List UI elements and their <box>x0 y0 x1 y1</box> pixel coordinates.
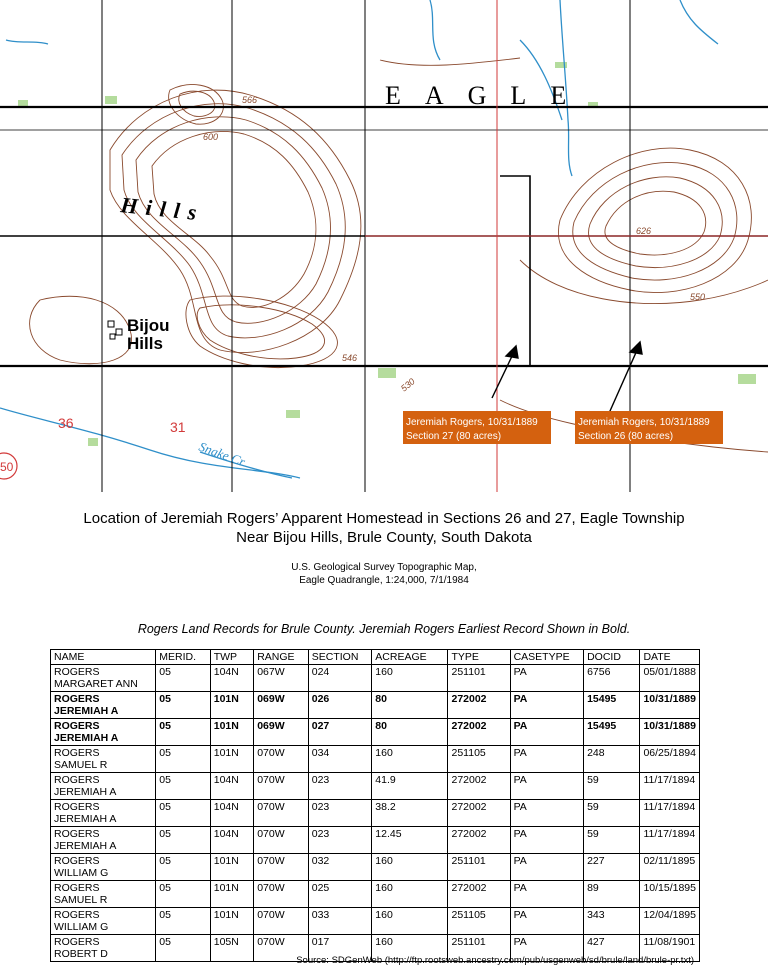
cell-name <box>51 881 156 908</box>
cell-name <box>51 746 156 773</box>
cell-type: 272002 <box>448 881 510 908</box>
cell-name-surname: ROGERS <box>54 693 100 705</box>
cell-name-given: MARGARET ANN <box>54 678 138 690</box>
cell-acreage: 160 <box>372 881 448 908</box>
cell-merid: 05 <box>156 692 211 719</box>
header-date: DATE <box>640 650 700 665</box>
cell-name-surname: ROGERS <box>54 828 100 840</box>
cell-merid: 05 <box>156 773 211 800</box>
land-records-table <box>50 649 700 962</box>
cell-acreage: 38.2 <box>372 800 448 827</box>
cell-section: 032 <box>308 854 372 881</box>
cell-twp: 101N <box>210 746 253 773</box>
cell-name-surname: ROGERS <box>54 936 100 948</box>
source-note: Source: SDGenWeb (http://ftp.rootsweb.ancestry.com/pub/usgenweb/sd/brule/land/brule-pr.txt) <box>296 955 694 966</box>
caption-title-line2: Near Bijou Hills, Brule County, South Dakota <box>236 529 532 546</box>
annotation-section-26 <box>575 411 723 444</box>
cell-acreage: 160 <box>372 854 448 881</box>
contour-label-546: 546 <box>342 353 358 363</box>
cell-date: 10/31/1889 <box>640 719 700 746</box>
cell-range: 070W <box>254 800 309 827</box>
cell-range: 070W <box>254 935 309 962</box>
annotation-section-27-line1: Jeremiah Rogers, 10/31/1889 <box>406 417 538 428</box>
cell-acreage: 160 <box>372 935 448 962</box>
cell-docid: 343 <box>584 908 640 935</box>
cell-merid: 05 <box>156 935 211 962</box>
cell-docid: 59 <box>584 773 640 800</box>
cell-merid: 05 <box>156 827 211 854</box>
cell-section: 027 <box>308 719 372 746</box>
cell-twp: 104N <box>210 827 253 854</box>
contour-label-530: 530 <box>398 376 417 394</box>
cell-name-given: JEREMIAH A <box>54 813 117 825</box>
annotation-section-27 <box>403 411 551 444</box>
cell-name <box>51 827 156 854</box>
table-row <box>51 881 700 908</box>
cell-merid: 05 <box>156 800 211 827</box>
cell-casetype: PA <box>510 719 584 746</box>
cell-casetype: PA <box>510 827 584 854</box>
cell-twp: 104N <box>210 800 253 827</box>
header-acreage: ACREAGE <box>372 650 448 665</box>
caption-subtitle-line2: Eagle Quadrangle, 1:24,000, 7/1/1984 <box>299 575 469 586</box>
header-range: RANGE <box>254 650 309 665</box>
cell-type: 272002 <box>448 827 510 854</box>
cell-name <box>51 692 156 719</box>
table-row <box>51 908 700 935</box>
cell-name-surname: ROGERS <box>54 909 100 921</box>
cell-name-given: JEREMIAH A <box>54 732 119 744</box>
cell-name <box>51 854 156 881</box>
header-type: TYPE <box>448 650 510 665</box>
cell-acreage: 80 <box>372 692 448 719</box>
cell-name-given: WILLIAM G <box>54 867 109 879</box>
cell-range: 070W <box>254 746 309 773</box>
cell-merid: 05 <box>156 881 211 908</box>
cell-section: 034 <box>308 746 372 773</box>
annotation-section-27-line2: Section 27 (80 acres) <box>406 431 502 442</box>
cell-range: 069W <box>254 692 309 719</box>
cell-date: 11/08/1901 <box>640 935 700 962</box>
cell-casetype: PA <box>510 746 584 773</box>
table-row <box>51 827 700 854</box>
cell-section: 024 <box>308 665 372 692</box>
cell-range: 070W <box>254 827 309 854</box>
cell-name-given: SAMUEL R <box>54 759 108 771</box>
cell-casetype: PA <box>510 854 584 881</box>
cell-name-surname: ROGERS <box>54 720 100 732</box>
cell-section: 033 <box>308 908 372 935</box>
cell-type: 251101 <box>448 665 510 692</box>
cell-name-given: JEREMIAH A <box>54 705 119 717</box>
cell-date: 06/25/1894 <box>640 746 700 773</box>
cell-section: 023 <box>308 800 372 827</box>
cell-name-surname: ROGERS <box>54 666 100 678</box>
cell-date: 11/17/1894 <box>640 827 700 854</box>
cell-date: 11/17/1894 <box>640 800 700 827</box>
cell-casetype: PA <box>510 665 584 692</box>
header-docid: DOCID <box>584 650 640 665</box>
cell-merid: 05 <box>156 719 211 746</box>
cell-twp: 101N <box>210 881 253 908</box>
cell-casetype: PA <box>510 692 584 719</box>
cell-range: 070W <box>254 773 309 800</box>
cell-section: 023 <box>308 773 372 800</box>
cell-type: 272002 <box>448 800 510 827</box>
cell-casetype: PA <box>510 908 584 935</box>
contour-label-626: 626 <box>636 226 652 236</box>
cell-range: 070W <box>254 854 309 881</box>
cell-acreage: 80 <box>372 719 448 746</box>
cell-name-given: ROBERT D <box>54 948 108 960</box>
cell-range: 067W <box>254 665 309 692</box>
cell-merid: 05 <box>156 746 211 773</box>
cell-name-given: SAMUEL R <box>54 894 108 906</box>
cell-type: 272002 <box>448 773 510 800</box>
table-row <box>51 692 700 719</box>
table-row <box>51 719 700 746</box>
table-row <box>51 773 700 800</box>
cell-name <box>51 665 156 692</box>
cell-section: 026 <box>308 692 372 719</box>
cell-range: 070W <box>254 881 309 908</box>
cell-date: 11/17/1894 <box>640 773 700 800</box>
header-twp: TWP <box>210 650 253 665</box>
table-row <box>51 854 700 881</box>
cell-casetype: PA <box>510 881 584 908</box>
cell-name-given: WILLIAM G <box>54 921 109 933</box>
cell-acreage: 41.9 <box>372 773 448 800</box>
cell-docid: 427 <box>584 935 640 962</box>
cell-range: 069W <box>254 719 309 746</box>
route-label: 50 <box>0 460 14 474</box>
town-name-line2: Hills <box>127 334 163 353</box>
town-name-line1: Bijou <box>127 316 170 335</box>
contour-label-600: 600 <box>203 132 219 142</box>
cell-date: 05/01/1888 <box>640 665 700 692</box>
cell-name <box>51 773 156 800</box>
cell-casetype: PA <box>510 935 584 962</box>
cell-twp: 101N <box>210 908 253 935</box>
township-label: EAGLE <box>385 81 591 110</box>
cell-docid: 6756 <box>584 665 640 692</box>
cell-twp: 101N <box>210 719 253 746</box>
cell-type: 251105 <box>448 746 510 773</box>
table-row <box>51 800 700 827</box>
cell-date: 10/15/1895 <box>640 881 700 908</box>
cell-twp: 104N <box>210 773 253 800</box>
table-header-row <box>51 650 700 665</box>
header-casetype: CASETYPE <box>510 650 584 665</box>
table-title: Rogers Land Records for Brule County. Jeremiah Rogers Earliest Record Shown in Bold. <box>137 622 631 636</box>
cell-merid: 05 <box>156 665 211 692</box>
annotation-section-26-line2: Section 26 (80 acres) <box>578 431 674 442</box>
cell-name <box>51 719 156 746</box>
cell-name <box>51 908 156 935</box>
cell-merid: 05 <box>156 854 211 881</box>
header-merid: MERID. <box>156 650 211 665</box>
cell-date: 02/11/1895 <box>640 854 700 881</box>
cell-name-given: JEREMIAH A <box>54 840 117 852</box>
section-number-36: 36 <box>58 415 74 431</box>
cell-acreage: 160 <box>372 665 448 692</box>
cell-date: 10/31/1889 <box>640 692 700 719</box>
cell-twp: 101N <box>210 854 253 881</box>
cell-docid: 89 <box>584 881 640 908</box>
cell-name-surname: ROGERS <box>54 747 100 759</box>
cell-section: 025 <box>308 881 372 908</box>
cell-docid: 248 <box>584 746 640 773</box>
table-row <box>51 665 700 692</box>
header-name: NAME <box>51 650 156 665</box>
cell-name-surname: ROGERS <box>54 882 100 894</box>
cell-date: 12/04/1895 <box>640 908 700 935</box>
cell-range: 070W <box>254 908 309 935</box>
cell-name-surname: ROGERS <box>54 774 100 786</box>
cell-type: 251105 <box>448 908 510 935</box>
caption-title-line1: Location of Jeremiah Rogers’ Apparent Homestead in Sections 26 and 27, Eagle Township <box>83 510 685 527</box>
cell-casetype: PA <box>510 773 584 800</box>
cell-docid: 59 <box>584 827 640 854</box>
cell-docid: 59 <box>584 800 640 827</box>
cell-section: 017 <box>308 935 372 962</box>
annotation-section-26-line1: Jeremiah Rogers, 10/31/1889 <box>578 417 710 428</box>
cell-name-surname: ROGERS <box>54 801 100 813</box>
cell-acreage: 160 <box>372 746 448 773</box>
contour-label-550: 550 <box>690 292 706 302</box>
cell-twp: 101N <box>210 692 253 719</box>
cell-twp: 105N <box>210 935 253 962</box>
cell-name-given: JEREMIAH A <box>54 786 117 798</box>
section-number-31: 31 <box>170 419 186 435</box>
cell-docid: 227 <box>584 854 640 881</box>
caption-subtitle-line1: U.S. Geological Survey Topographic Map, <box>291 562 477 573</box>
contour-label-566: 566 <box>242 95 258 105</box>
cell-type: 251101 <box>448 935 510 962</box>
cell-name <box>51 800 156 827</box>
cell-type: 251101 <box>448 854 510 881</box>
cell-name <box>51 935 156 962</box>
cell-name-surname: ROGERS <box>54 855 100 867</box>
cell-acreage: 160 <box>372 908 448 935</box>
cell-type: 272002 <box>448 719 510 746</box>
table-body <box>51 665 700 962</box>
cell-casetype: PA <box>510 800 584 827</box>
cell-merid: 05 <box>156 908 211 935</box>
cell-docid: 15495 <box>584 719 640 746</box>
cell-type: 272002 <box>448 692 510 719</box>
cell-twp: 104N <box>210 665 253 692</box>
creek-label: Snake Cr <box>196 438 248 470</box>
cell-acreage: 12.45 <box>372 827 448 854</box>
header-section: SECTION <box>308 650 372 665</box>
cell-section: 023 <box>308 827 372 854</box>
hills-label: Hills <box>119 192 206 226</box>
cell-docid: 15495 <box>584 692 640 719</box>
table-row <box>51 746 700 773</box>
